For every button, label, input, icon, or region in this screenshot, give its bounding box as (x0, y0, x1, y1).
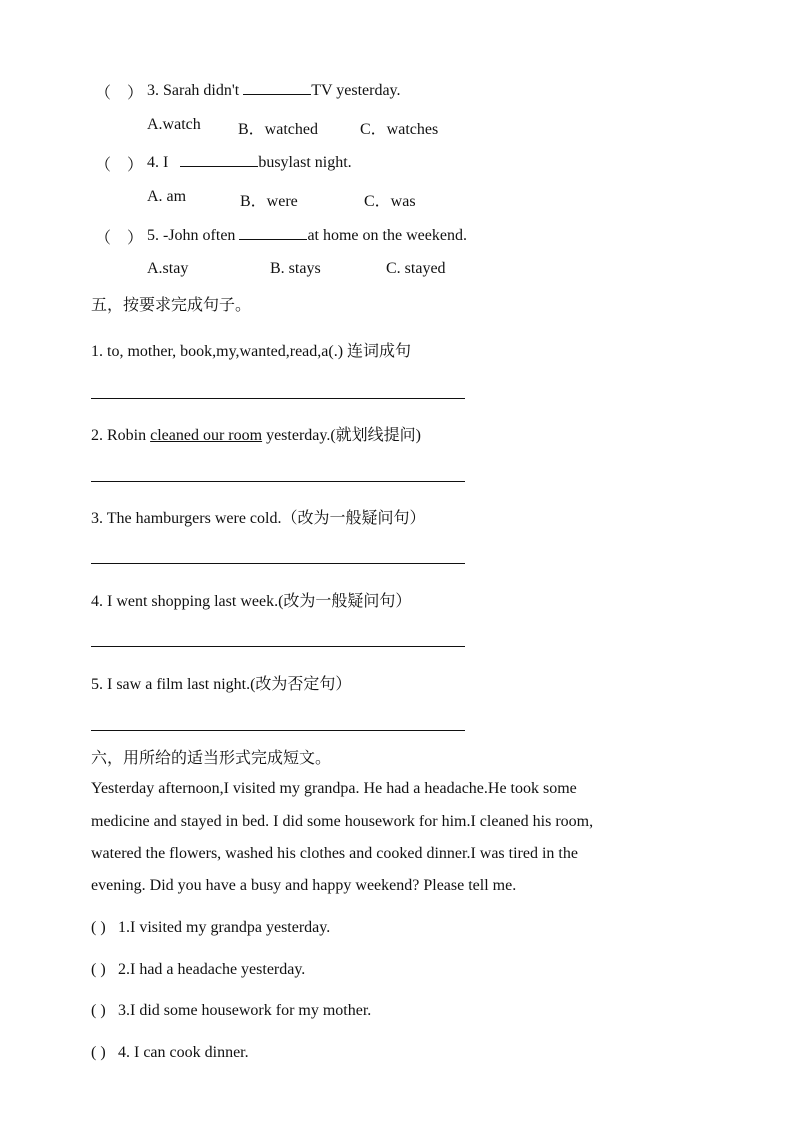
question-stem-end: at home on the weekend. (307, 227, 467, 244)
answer-line[interactable] (91, 730, 465, 731)
answer-line[interactable] (91, 563, 465, 564)
answer-line[interactable] (91, 481, 465, 482)
sentence-task-1: 1. to, mother, book,my,wanted,read,a(.) 连词成句 (91, 343, 412, 360)
answer-blank[interactable] (180, 152, 258, 167)
answer-paren[interactable]: ( ) (91, 961, 106, 978)
answer-line[interactable] (91, 646, 465, 647)
answer-paren[interactable]: ( ) (91, 1044, 106, 1061)
answer-paren[interactable]: ( ) (91, 1002, 106, 1019)
question-stem-end: busylast night. (258, 154, 352, 171)
question-text (147, 225, 467, 245)
sentence-task-4: 4. I went shopping last week.(改为一般疑问句） (91, 593, 412, 610)
section-title: 六，用所给的适当形式完成短文。 (91, 748, 332, 767)
task-text-end: yesterday.(就划线提问) (262, 427, 422, 444)
sentence-task-2 (91, 422, 421, 445)
option-c: C．was (364, 193, 416, 210)
question-text (147, 152, 352, 172)
underlined-phrase: cleaned our room (150, 427, 263, 444)
question-stem: Sarah didn't (163, 82, 244, 99)
option-b: B．were (240, 193, 298, 210)
answer-blank[interactable] (239, 225, 307, 240)
answer-paren[interactable]: ( ) (91, 919, 106, 936)
answer-paren: （ ） (95, 157, 144, 174)
option-b: B．watched (238, 121, 318, 138)
question-stem-end: TV yesterday. (311, 82, 401, 99)
option-a: A. am (147, 188, 187, 205)
judgement-text: 1.I visited my grandpa yesterday. (118, 919, 331, 936)
answer-blank[interactable] (243, 80, 311, 95)
sentence-task-5: 5. I saw a film last night.(改为否定句） (91, 676, 352, 693)
judgement-text: 2.I had a headache yesterday. (118, 961, 306, 978)
passage-line: Yesterday afternoon,I visited my grandpa. He had a headache.He took some (91, 780, 577, 797)
question-number: 5. (147, 227, 159, 244)
option-c: C．watches (360, 121, 439, 138)
question-stem: -John often (163, 227, 240, 244)
option-a: A.watch (147, 116, 201, 133)
sentence-task-3: 3. The hamburgers were cold.（改为一般疑问句） (91, 510, 426, 527)
passage-line: watered the flowers, washed his clothes and cooked dinner.I was tired in the (91, 845, 578, 862)
question-number: 4. (147, 154, 159, 171)
answer-line[interactable] (91, 398, 465, 399)
passage-line: evening. Did you have a busy and happy weekend? Please tell me. (91, 877, 517, 894)
section-title: 五，按要求完成句子。 (91, 295, 252, 314)
question-number: 3. (147, 82, 159, 99)
judgement-text: 4. I can cook dinner. (118, 1044, 249, 1061)
answer-paren: （ ） (95, 230, 144, 247)
question-stem: I (163, 154, 169, 171)
option-c: C. stayed (386, 260, 446, 277)
question-text (147, 80, 401, 100)
answer-paren: （ ） (95, 85, 144, 102)
task-text: 2. Robin (91, 427, 151, 444)
passage-line: medicine and stayed in bed. I did some housework for him.I cleaned his room, (91, 813, 594, 830)
judgement-text: 3.I did some housework for my mother. (118, 1002, 372, 1019)
option-b: B. stays (270, 260, 321, 277)
option-a: A.stay (147, 260, 189, 277)
